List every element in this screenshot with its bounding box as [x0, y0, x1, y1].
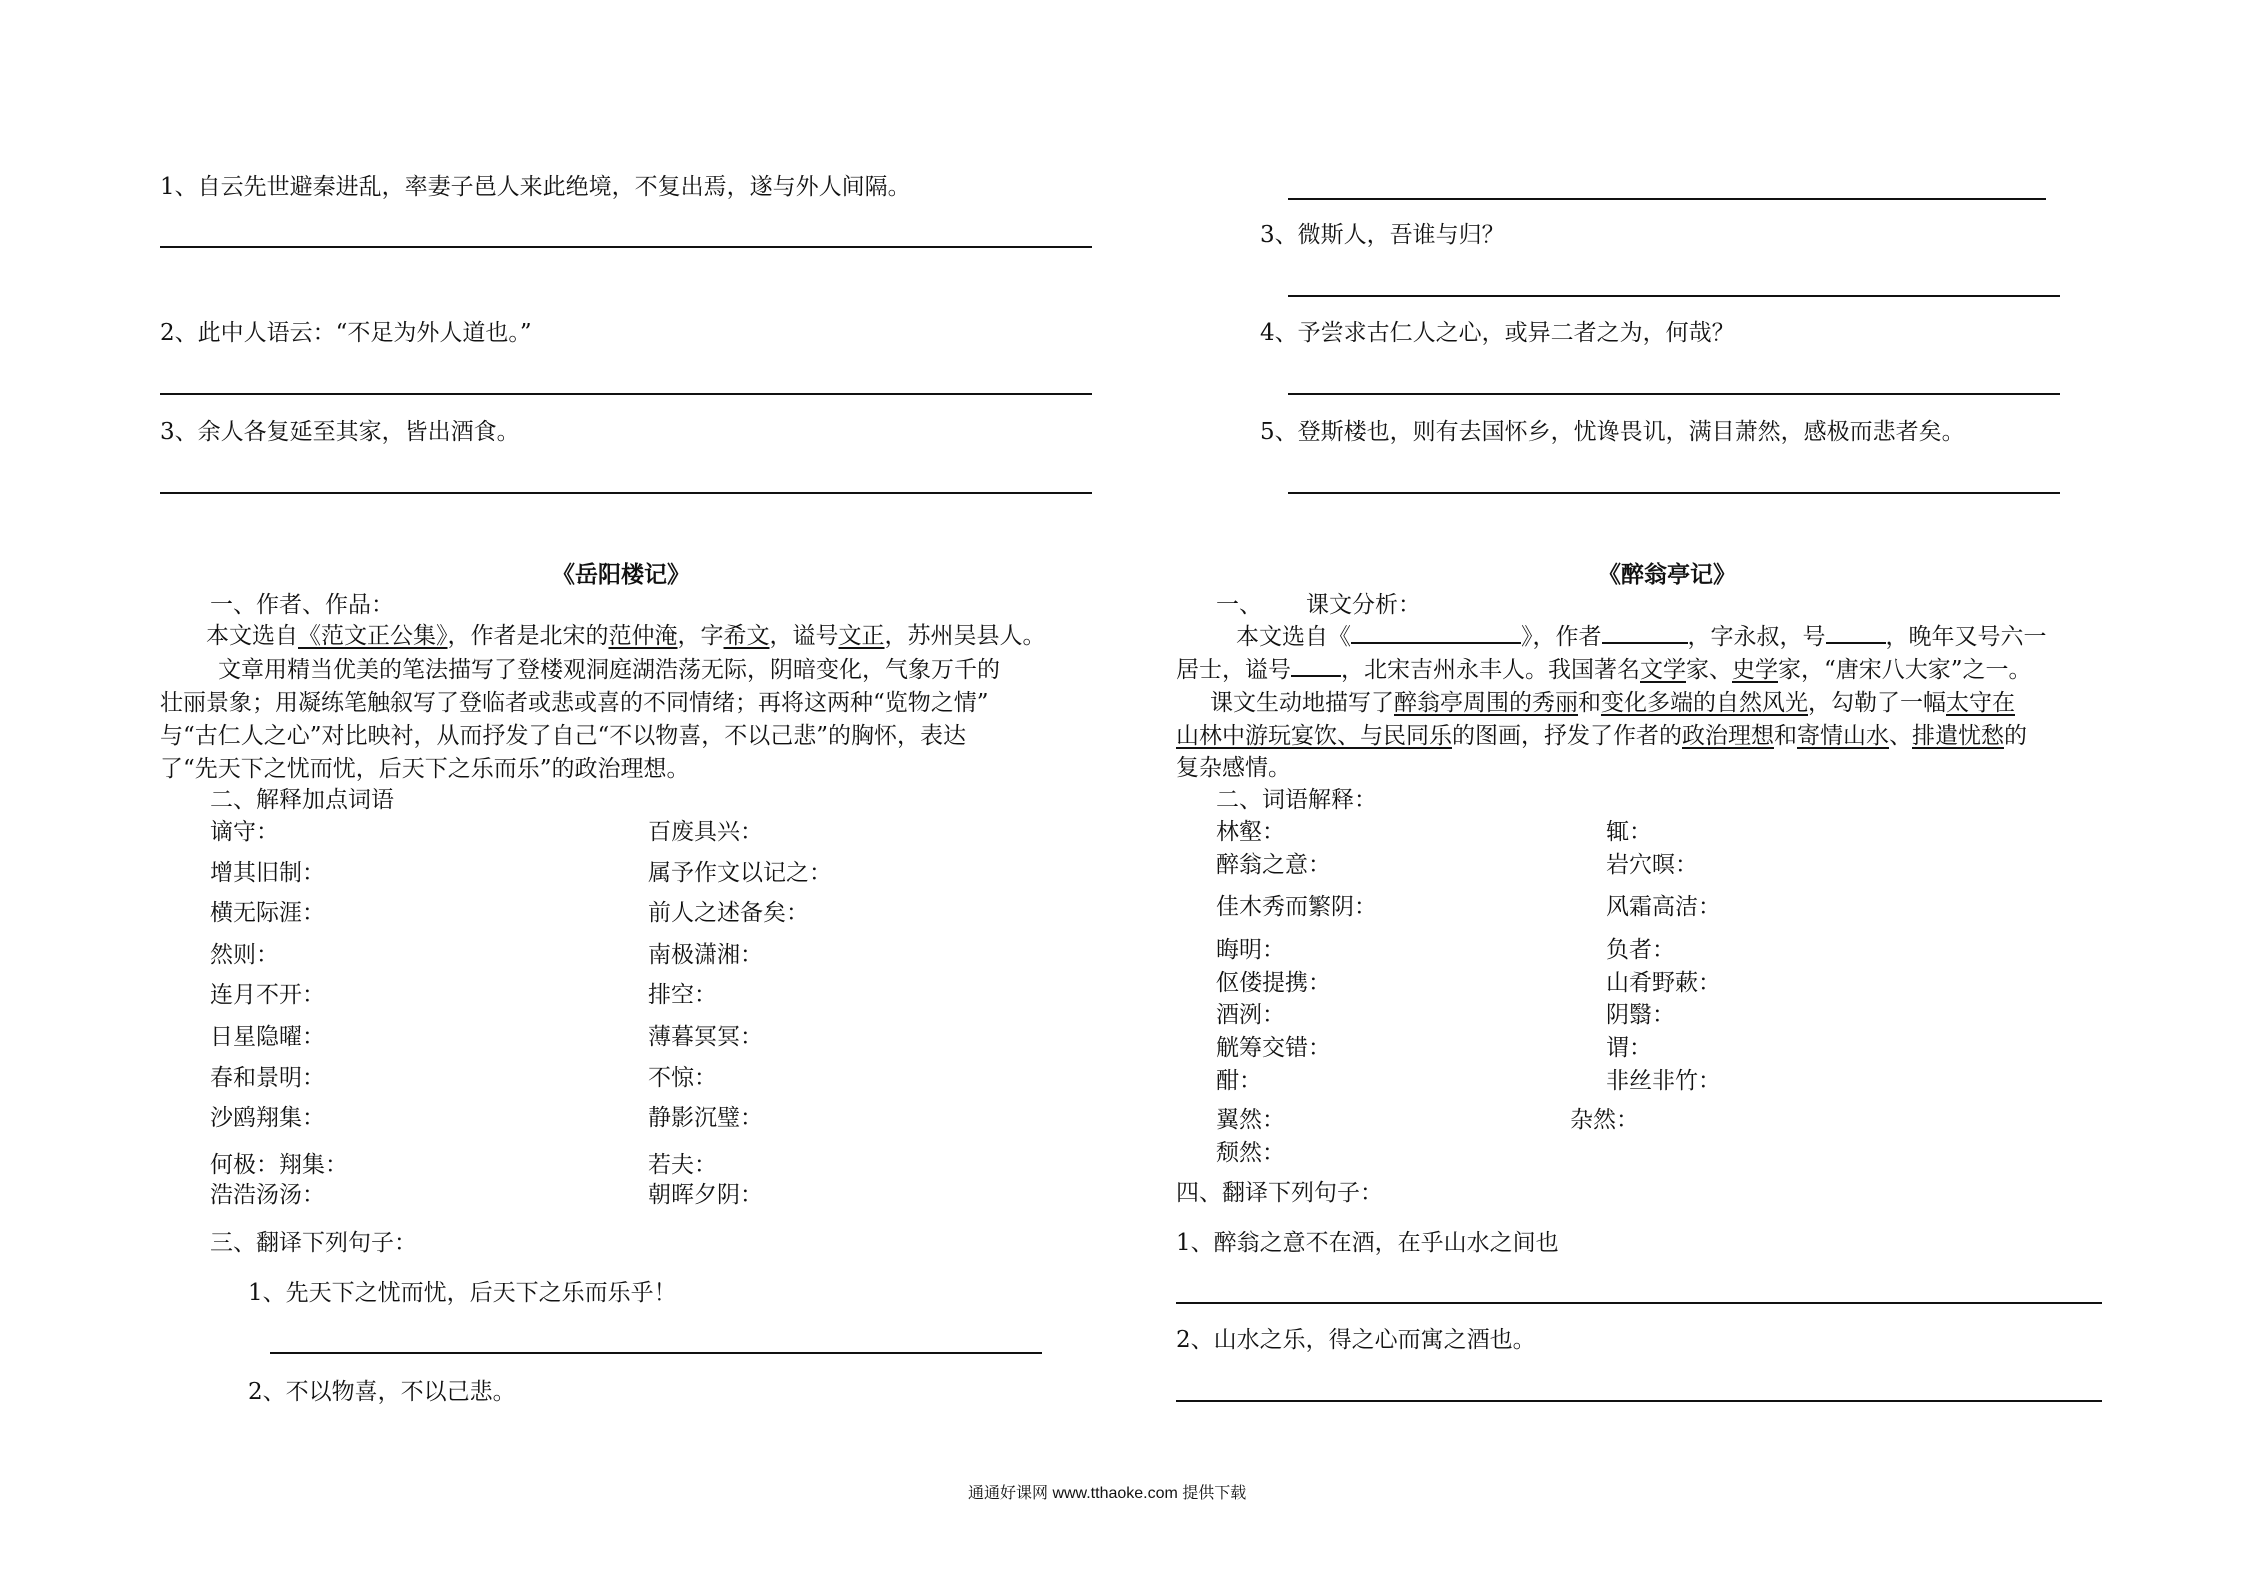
yy-word-left: 谪守： [210, 819, 279, 845]
zw-word-right: 负者： [1606, 937, 1675, 963]
intro-text: ，谥号 [769, 623, 839, 649]
text: ，晚年又号六一 [1885, 624, 2047, 650]
fill-blank[interactable] [1826, 620, 1886, 644]
yy-word-left: 连月不开： [210, 982, 325, 1008]
yy-word-left: 何极：翔集： [210, 1152, 348, 1178]
zw-word-right: 岩穴暝： [1606, 852, 1698, 878]
zw-word-left: 颓然： [1216, 1140, 1285, 1166]
footer-credit: 通通好课网 www.tthaoke.com 提供下载 [968, 1485, 1247, 1502]
zw-word-left: 伛偻提携： [1216, 970, 1331, 996]
underlined-answer: 史学 [1732, 657, 1778, 683]
text: 家，“唐宋八大家”之一。 [1778, 657, 2032, 683]
fill-blank[interactable] [1602, 620, 1688, 644]
zuiweng-sec4-heading: 四、翻译下列句子： [1176, 1180, 1383, 1206]
taohua-question-1: 1、自云先世避秦进乱，率妻子邑人来此绝境，不复出焉，遂与外人间隔。 [160, 174, 911, 200]
zuiweng-title: 《醉翁亭记》 [1598, 561, 1736, 588]
text: ，字永叔，号 [1687, 624, 1826, 650]
zw-word-right: 辄： [1606, 819, 1652, 845]
text: 、 [1889, 723, 1912, 749]
zuiweng-sec1-heading: 一、 [1216, 592, 1262, 618]
zuiweng-line-3 [1210, 687, 2015, 720]
intro-text: ，字 [677, 623, 724, 649]
yy-word-left: 然则： [210, 942, 279, 968]
zw-word-right: 风霜高洁： [1606, 894, 1721, 920]
zuiweng-line-2 [1176, 653, 2032, 687]
zw-word-left: 翼然： [1216, 1107, 1285, 1133]
answer-line[interactable] [160, 246, 1092, 248]
yy-word-right: 排空： [648, 982, 717, 1008]
intro-text: ，苏州吴县人。 [884, 623, 1046, 649]
yueyang-intro [206, 620, 1046, 653]
answer-line[interactable] [1288, 198, 2046, 200]
zuiweng-line-4 [1176, 720, 2027, 753]
text: 居士，谥号 [1176, 657, 1291, 683]
zuiweng-line-1 [1236, 620, 2047, 654]
taohua-question-2: 2、此中人语云：“不足为外人道也。” [160, 320, 532, 346]
zuiweng-translate-2: 2、山水之乐，得之心而寓之酒也。 [1176, 1327, 1536, 1353]
underlined-answer: 太守在 [1946, 690, 2015, 716]
text: 家、 [1686, 657, 1732, 683]
yy-word-left: 浩浩汤汤： [210, 1182, 325, 1208]
zw-word-left: 酣： [1216, 1068, 1262, 1094]
answer-line[interactable] [1176, 1400, 2102, 1402]
answer-line[interactable] [1288, 393, 2060, 395]
fill-blank[interactable] [1291, 653, 1341, 677]
summary-line: 文章用精当优美的笔法描写了登楼观洞庭湖浩荡无际，阴暗变化，气象万千的 [218, 657, 1000, 683]
yy-word-right: 属予作文以记之： [648, 860, 832, 886]
answer-line[interactable] [270, 1352, 1042, 1354]
yy-word-right: 南极潇湘： [648, 942, 763, 968]
yueyang-sec3-heading: 三、翻译下列句子： [210, 1230, 417, 1256]
zw-word-left: 晦明： [1216, 937, 1285, 963]
zw-word-right: 阴翳： [1606, 1002, 1675, 1028]
intro-text: 本文选自 [206, 623, 298, 649]
yy-word-right: 百废具兴： [648, 819, 763, 845]
text: 课文生动地描写了 [1210, 690, 1394, 716]
yy-word-right: 朝晖夕阴： [648, 1182, 763, 1208]
yy-word-left: 春和景明： [210, 1065, 325, 1091]
text: 和 [1774, 723, 1797, 749]
intro-text: ，作者是北宋的 [447, 623, 609, 649]
yy-word-right: 不惊： [648, 1065, 717, 1091]
yueyang-title: 《岳阳楼记》 [552, 561, 690, 588]
zw-word-right: 山肴野蔌： [1606, 970, 1721, 996]
yy-word-left: 增其旧制： [210, 860, 325, 886]
yy-word-right: 前人之述备矣： [648, 900, 809, 926]
yueyang-question-3: 3、微斯人，吾谁与归？ [1260, 222, 1505, 248]
underlined-answer: 文学 [1640, 657, 1686, 683]
summary-line: 了“先天下之忧而忧，后天下之乐而乐”的政治理想。 [160, 756, 690, 782]
answer-line[interactable] [160, 393, 1092, 395]
zw-word-left: 佳木秀而繁阴： [1216, 894, 1377, 920]
text: ，北宋吉州永丰人。我国著名 [1341, 657, 1640, 683]
yueyang-translate-1: 1、先天下之忧而忧，后天下之乐而乐乎！ [248, 1280, 677, 1306]
zw-word-left: 觥筹交错： [1216, 1035, 1331, 1061]
summary-line: 与“古仁人之心”对比映衬，从而抒发了自己“不以物喜，不以己悲”的胸怀，表达 [160, 723, 967, 749]
yueyang-sec2-heading: 二、解释加点词语 [210, 787, 394, 813]
underlined-answer: 山林中游玩宴饮、与民同乐 [1176, 723, 1452, 749]
zuiweng-sec1-label: 课文分析： [1306, 592, 1421, 618]
yueyang-question-4: 4、予尝求古仁人之心，或异二者之为，何哉？ [1260, 320, 1735, 346]
text: 本文选自《 [1236, 624, 1351, 650]
zw-word-right: 非丝非竹： [1606, 1068, 1721, 1094]
taohua-question-3: 3、余人各复延至其家，皆出酒食。 [160, 419, 520, 445]
answer-line[interactable] [1288, 492, 2060, 494]
courtesy-name: 希文 [723, 623, 770, 649]
text: ，勾勒了一幅 [1808, 690, 1946, 716]
yy-word-left: 横无际涯： [210, 900, 325, 926]
text: 的 [2004, 723, 2027, 749]
zuiweng-line-5: 复杂感情。 [1176, 755, 1291, 781]
yy-word-right: 若夫： [648, 1152, 717, 1178]
underlined-answer: 寄情山水 [1797, 723, 1889, 749]
yy-word-left: 日星隐曜： [210, 1024, 325, 1050]
text: 和 [1578, 690, 1601, 716]
answer-line[interactable] [1288, 295, 2060, 297]
zuiweng-sec2-heading: 二、词语解释： [1216, 787, 1377, 813]
underlined-answer: 醉翁亭周围的秀丽 [1394, 690, 1578, 716]
underlined-answer: 变化多端的自然风光 [1601, 690, 1808, 716]
yueyang-question-5: 5、登斯楼也，则有去国怀乡，忧谗畏讥，满目萧然，感极而悲者矣。 [1260, 419, 1965, 445]
text: 》，作者 [1521, 624, 1602, 650]
zw-word-right: 谓： [1606, 1035, 1652, 1061]
zw-word-right: 杂然： [1570, 1107, 1639, 1133]
posthumous-name: 文正 [838, 623, 885, 649]
yy-word-right: 静影沉璧： [648, 1105, 763, 1131]
yueyang-translate-2: 2、不以物喜，不以己悲。 [248, 1379, 516, 1405]
answer-line[interactable] [160, 492, 1092, 494]
answer-line[interactable] [1176, 1302, 2102, 1304]
zw-word-left: 酒洌： [1216, 1002, 1285, 1028]
underlined-answer: 排遣忧愁 [1912, 723, 2004, 749]
zuiweng-translate-1: 1、醉翁之意不在酒，在乎山水之间也 [1176, 1230, 1559, 1256]
zw-word-left: 醉翁之意： [1216, 852, 1331, 878]
zw-word-left: 林壑： [1216, 819, 1285, 845]
fill-blank[interactable] [1351, 620, 1521, 644]
yy-word-right: 薄暮冥冥： [648, 1024, 763, 1050]
yueyang-sec1-heading: 一、作者、作品： [210, 592, 394, 618]
source-book: 《范文正公集》 [298, 623, 448, 649]
text: 的图画，抒发了作者的 [1452, 723, 1682, 749]
underlined-answer: 政治理想 [1682, 723, 1774, 749]
author-name: 范仲淹 [608, 623, 678, 649]
summary-line: 壮丽景象；用凝练笔触叙写了登临者或悲或喜的不同情绪；再将这两种“览物之情” [160, 690, 989, 716]
yy-word-left: 沙鸥翔集： [210, 1105, 325, 1131]
